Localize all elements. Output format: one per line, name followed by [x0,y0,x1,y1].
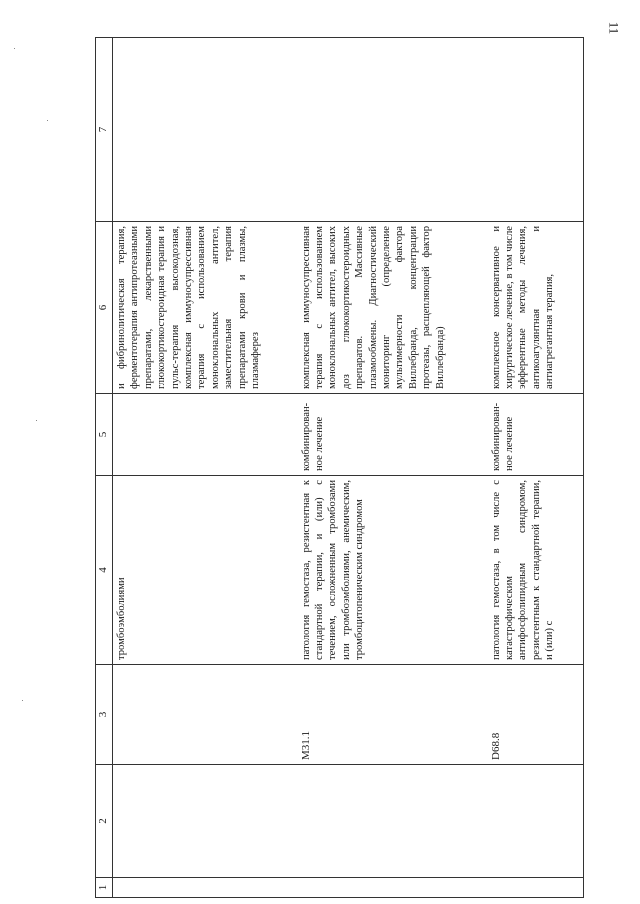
column-header-1: 1 [96,878,113,898]
cell-profile [488,765,584,878]
cell-cost [298,38,488,222]
column-header-2: 2 [96,765,113,878]
column-header-7: 7 [96,38,113,222]
treatment-table [95,37,584,898]
table-row [488,38,584,898]
cell-icd-code: D68.8 [488,665,584,765]
cell-treatment-type [113,394,298,476]
cell-patient-model: патология гемостаза, в том числе с катастрофическим антифосфолипидным синдромом, резистентным к стандартной терапии, и (или) с [488,476,584,665]
cell-patient-model: патология гемостаза, резистентная к стандартной терапии, и (или) с течением, осложненным тромбозами или тромбоэмболиями, анемическим, тромбоцитопеническим синдромом [298,476,488,665]
cell-treatment-type: комбинирован-ное лечение [488,394,584,476]
rotated-table-container [95,38,615,898]
table-row [113,38,298,898]
cell-icd-code [113,665,298,765]
cell-cost [488,38,584,222]
column-header-5: 5 [96,394,113,476]
table-header-row [96,38,113,898]
cell-cost [113,38,298,222]
cell-profile [113,765,298,878]
page-number: 11 [606,21,622,35]
cell-number [113,878,298,898]
scan-speck [14,48,15,49]
cell-number [298,878,488,898]
cell-treatment-method: и фибринолитическая терапия, ферментотерапия антипротеазными препаратами, лекарственными глюкокортикостероидная терапия и пульс-терапия высокодозная, комплексная иммуносупрессивная терапия с использованием моноклональных антител, заместительная терапия препаратами крови и плазмы, плазмаферез [113,222,298,394]
cell-number [488,878,584,898]
column-header-4: 4 [96,476,113,665]
scan-speck [36,420,37,421]
cell-treatment-type: комбинирован-ное лечение [298,394,488,476]
cell-treatment-method: комплексное консервативное и хирургическое лечение, в том числе эфферентные методы лечения, антикоагулянтная и антиагрегантная терапия, [488,222,584,394]
column-header-6: 6 [96,222,113,394]
table-row [298,38,488,898]
cell-patient-model: тромбоэмболиями [113,476,298,665]
scan-speck [22,700,23,701]
column-header-3: 3 [96,665,113,765]
scan-speck [47,120,48,121]
cell-icd-code: M31.1 [298,665,488,765]
cell-treatment-method: комплексная иммуносупрессивная терапия с использованием моноклональных антител, высоких доз глюкокортикостероидных препаратов. Массивные плазмообмены. Диагностический мониторинг (определение мультимерности фактора Виллебранда, концентрации протеазы, расщепляющей фактор Виллебранда) [298,222,488,394]
cell-profile [298,765,488,878]
